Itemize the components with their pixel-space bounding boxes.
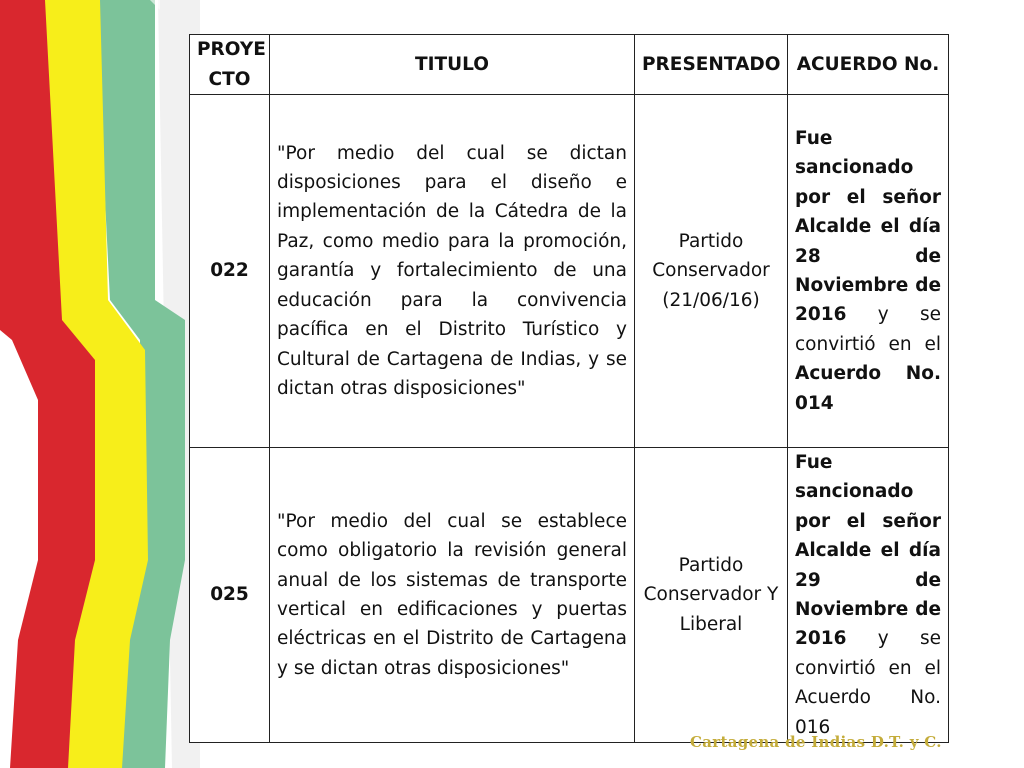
footer-city-text: Cartagena de Indias D.T. y C. <box>690 733 942 751</box>
titulo-text: "Por medio del cual se establece como obligatorio la revisión general anual de los sistemas de transporte vertical en edificaciones y puertas eléctricas en el Distrito de Cartagena y se dictan otras disposiciones" <box>270 448 635 743</box>
table-header-row <box>190 35 949 95</box>
projects-table <box>189 34 949 743</box>
table-row <box>190 95 949 448</box>
proyecto-number: 022 <box>190 95 270 448</box>
acuerdo-cell <box>788 95 949 448</box>
acuerdo-sanction-text: Fue sancionado por el señor Alcalde el día 28 de Noviembre de 2016 <box>795 127 941 326</box>
table-row <box>190 448 949 743</box>
titulo-text: "Por medio del cual se dictan disposiciones para el diseño e implementación de la Cátedra de la Paz, como medio para la promoción, garantía y fortalecimiento de una educación para la convivencia pacífica en el Distrito Turístico y Cultural de Cartagena de Indias, y se dictan otras disposiciones" <box>270 95 635 448</box>
acuerdo-number-text: Acuerdo No. 014 <box>795 363 941 414</box>
presentado-text: Partido Conservador Y Liberal <box>635 448 788 743</box>
acuerdo-cell <box>788 448 949 743</box>
acuerdo-connector-text: y se convirtió en el <box>795 304 941 355</box>
header-titulo: TITULO <box>270 35 635 95</box>
header-presentado: PRESENTADO <box>635 35 788 95</box>
acuerdo-sanction-text: Fue sancionado por el señor Alcalde el día 29 de Noviembre de 2016 <box>795 452 941 650</box>
presentado-text: Partido Conservador (21/06/16) <box>635 95 788 448</box>
header-proyecto: PROYE CTO <box>190 35 270 95</box>
flag-ribbons-decoration <box>0 0 200 768</box>
header-acuerdo: ACUERDO No. <box>788 35 949 95</box>
proyecto-number: 025 <box>190 448 270 743</box>
acuerdo-connector-text: y se convirtió en el Acuerdo No. 016 <box>795 628 941 738</box>
